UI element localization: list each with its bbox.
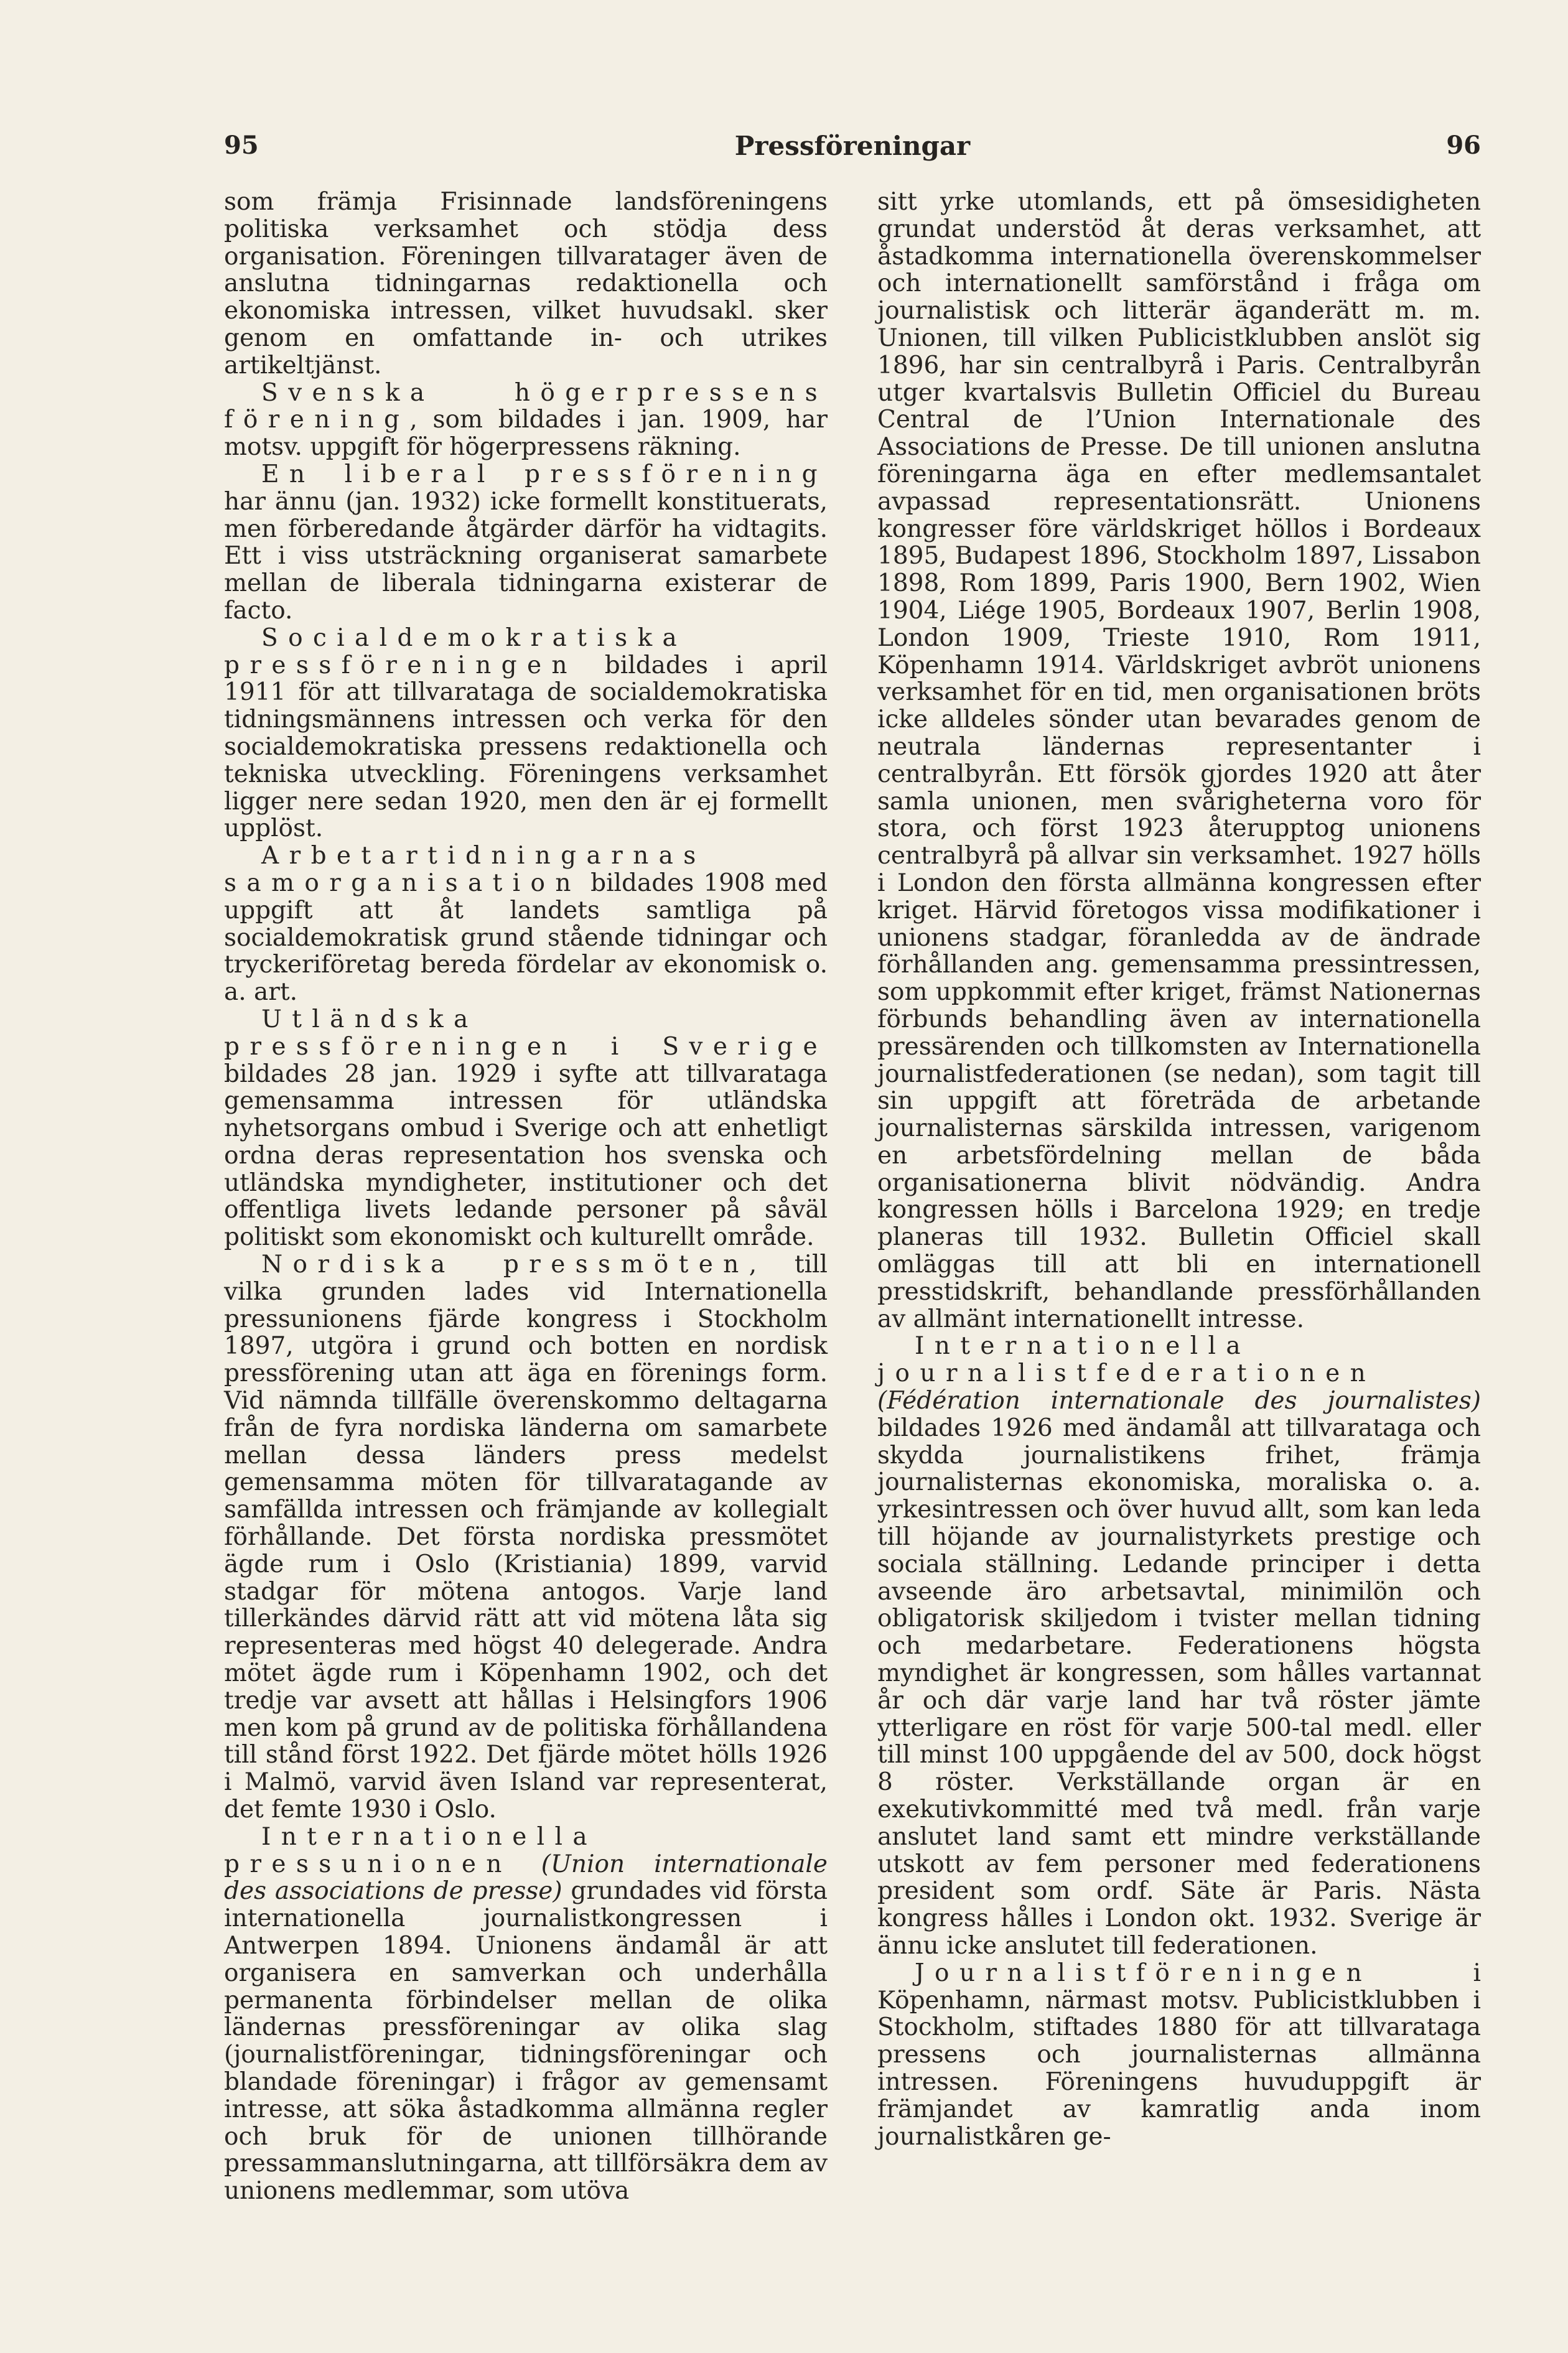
page-number-right: 96 [1446, 131, 1481, 160]
paragraph-text: bildades 1926 med ändamål att tillvarataga och skydda journalistikens frihet, främja journalisternas ekonomiska, moraliska o. a. yrkesintressen och över huvud allt, som kan leda till höjande av journalistyrkets prestige och sociala ställning. Ledande principer i detta avseende äro arbetsavtal, minimilön och obligatorisk skiljedom i tvister mellan tidning och medarbetare. Federationens högsta myndighet är kongressen, som hålles vartannat år och där varje land har två röster jämte ytterligare en röst för varje 500-tal medl. eller till minst 100 uppgående del av 500, dock högst 8 röster. Verkställande organ är en exekutivkommitté med två medl. från varje anslutet land samt ett mindre verkställande utskott av fem personer med federationens president som ordf. Säte är Paris. Nästa kongress hålles i London okt. 1932. Sverige är ännu icke anslutet till federationen. [877, 1414, 1481, 1960]
paragraph [224, 189, 828, 380]
paragraph [224, 842, 828, 1006]
paragraph-text: bildades 28 jan. 1929 i syfte att tillvarataga gemensamma intressen för utländska nyhetsorgans ombud i Sverige och att enhetligt ordna deras representation hos svenska och utländska myndigheter, institutioner och det offentliga livets ledande personer på såväl politiskt som ekonomiskt och kulturellt område. [224, 1060, 828, 1252]
spaced-heading: Internationella journalistfederationen [877, 1332, 1376, 1388]
paragraph-text: bildades i april 1911 för att tillvarataga de socialdemokratiska tidningsmännens intressen och verka för den socialdemokratiska pressens redaktionella och tekniska utveckling. Föreningens verksamhet ligger nere sedan 1920, men den är ej formellt upplöst. [224, 651, 828, 843]
paragraph-text: grundades vid första internationella journalistkongressen i Antwerpen 1894. Unionens ändamål är att organisera en samverkan och underhålla permanenta förbindelser mellan de olika ländernas pressföreningar av olika slag (journalistföreningar, tidningsföreningar och blandade föreningar) i frågor av gemensamt intresse, att söka åstadkomma allmänna regler och bruk för de unionen tillhörande pressammanslutningarna, att tillförsäkra dem av unionens medlemmar, som utöva [224, 1877, 828, 2206]
spaced-heading: Journalistföreningen [915, 1959, 1372, 1987]
italic-name: (Union internationale des associations de presse) [224, 1850, 828, 1906]
paragraph [877, 1960, 1481, 2151]
page-number-left: 95 [224, 131, 259, 160]
running-title: Pressföreningar [734, 131, 971, 161]
spaced-heading: Socialdemokratiska pressföreningen [224, 623, 688, 679]
paragraph-text: , till vilka grunden lades vid Internationella pressunionens fjärde kongress i Stockholm 1897, utgöra i grund och botten en nordisk pressförening utan att äga en förenings form. Vid nämnda tillfälle överenskommo deltagarna från de fyra nordiska länderna om samarbete mellan dessa länders press medelst gemensamma möten för tillvaratagande av samfällda intressen och främjande av kollegialt förhållande. Det första nordiska pressmötet ägde rum i Oslo (Kristiania) 1899, varvid stadgar för mötena antogos. Varje land tillerkändes därvid rätt att vid mötena låta sig representeras med högst 40 delegerade. Andra mötet ägde rum i Köpenhamn 1902, och det tredje var avsett att hållas i Helsingfors 1906 men kom på grund av de politiska förhållandena till stånd först 1922. Det fjärde mötet hölls 1926 i Malmö, varvid även Island var representerat, det femte 1930 i Oslo. [224, 1251, 828, 1824]
paragraph [877, 189, 1481, 1333]
paragraph [224, 1251, 828, 1824]
paragraph-text: bildades 1908 med uppgift att åt landets samtliga på socialdemokratisk grund stående tidningar och tryckeriföretag bereda fördelar av ekonomisk o. a. art. [224, 869, 828, 1007]
italic-name: (Fédération internationale des journalistes) [877, 1387, 1481, 1415]
paragraph-text: sitt yrke utomlands, ett på ömsesidigheten grundat understöd åt deras verksamhet, att åstadkomma internationella överenskommelser och internationellt samförstånd i fråga om journalistisk och litterär äganderätt m. m. Unionen, till vilken Publicistklubben anslöt sig 1896, har sin centralbyrå i Paris. Centralbyrån utger kvartalsvis Bulletin Officiel du Bureau Central de l’Union Internationale des Associations de Presse. De till unionen anslutna föreningarna äga en efter medlemsantalet avpassad representationsrätt. Unionens kongresser före världskriget höllos i Bordeaux 1895, Budapest 1896, Stockholm 1897, Lissabon 1898, Rom 1899, Paris 1900, Bern 1902, Wien 1904, Liége 1905, Bordeaux 1907, Berlin 1908, London 1909, Trieste 1910, Rom 1911, Köpenhamn 1914. Världskriget avbröt unionens verksamhet för en tid, men organisationen bröts icke alldeles sönder utan bevarades genom de neutrala ländernas representanter i centralbyrån. Ett försök gjordes 1920 att åter samla unionen, men svårigheterna voro för stora, och först 1923 återupptog unionens centralbyrå på allvar sin verksamhet. 1927 hölls i London den första allmänna kongressen efter kriget. Härvid företogos vissa modifikationer i unionens stadgar, föranledda av de ändrade förhållanden ang. gemensamma pressintressen, som uppkommit efter kriget, främst Nationernas förbunds behandling även av internationella pressärenden och tillkomsten av Internationella journalistfederationen (se nedan), som tagit till sin uppgift att företräda de arbetande journalisternas särskilda intressen, varigenom en arbetsfördelning mellan de båda organisationerna blivit nödvändig. Andra kongressen hölls i Barcelona 1929; en tredje planeras till 1932. Bulletin Officiel skall omläggas till att bli en internationell presstidskrift, behandlande pressförhållanden av allmänt internationellt intresse. [877, 188, 1481, 1333]
spaced-heading: Internationella pressunionen [224, 1822, 598, 1878]
right-column [877, 189, 1481, 2150]
paragraph-text: , som bildades i jan. 1909, har motsv. uppgift för högerpressens räkning. [224, 406, 828, 462]
spaced-heading: En liberal pressförening [261, 460, 828, 488]
left-column [224, 189, 828, 2205]
spaced-heading: Arbetartidningarnas samorganisation [224, 842, 706, 897]
paragraph [224, 461, 828, 625]
paragraph [877, 1333, 1481, 1959]
paragraph-text: har ännu (jan. 1932) icke formellt konstituerats, men förberedande åtgärder därför ha vidtagits. Ett i viss utsträckning organiserat samarbete mellan de liberala tidningarna existerar de facto. [224, 487, 828, 625]
paragraph [224, 625, 828, 842]
spaced-heading: Svenska högerpressens förening [224, 378, 828, 434]
running-header [224, 131, 1481, 174]
paragraph [224, 1824, 828, 2205]
paragraph-text: som främja Frisinnade landsföreningens politiska verksamhet och stödja dess organisation. Föreningen tillvaratager även de anslutna tidningarnas redaktionella och ekonomiska intressen, vilket huvudsakl. sker genom en omfattande in- och utrikes artikeltjänst. [224, 188, 828, 380]
spaced-heading: Utländska pressföreningen i Sverige [224, 1005, 828, 1061]
paragraph [224, 1006, 828, 1251]
spaced-heading: Nordiska pressmöten [261, 1251, 749, 1279]
paragraph-text: i Köpenhamn, närmast motsv. Publicistklubben i Stockholm, stiftades 1880 för att tillvarataga pressens och journalisternas allmänna intressen. Föreningens huvuduppgift är främjandet av kamratlig anda inom journalistkåren ge- [877, 1959, 1481, 2151]
paragraph [224, 380, 828, 461]
